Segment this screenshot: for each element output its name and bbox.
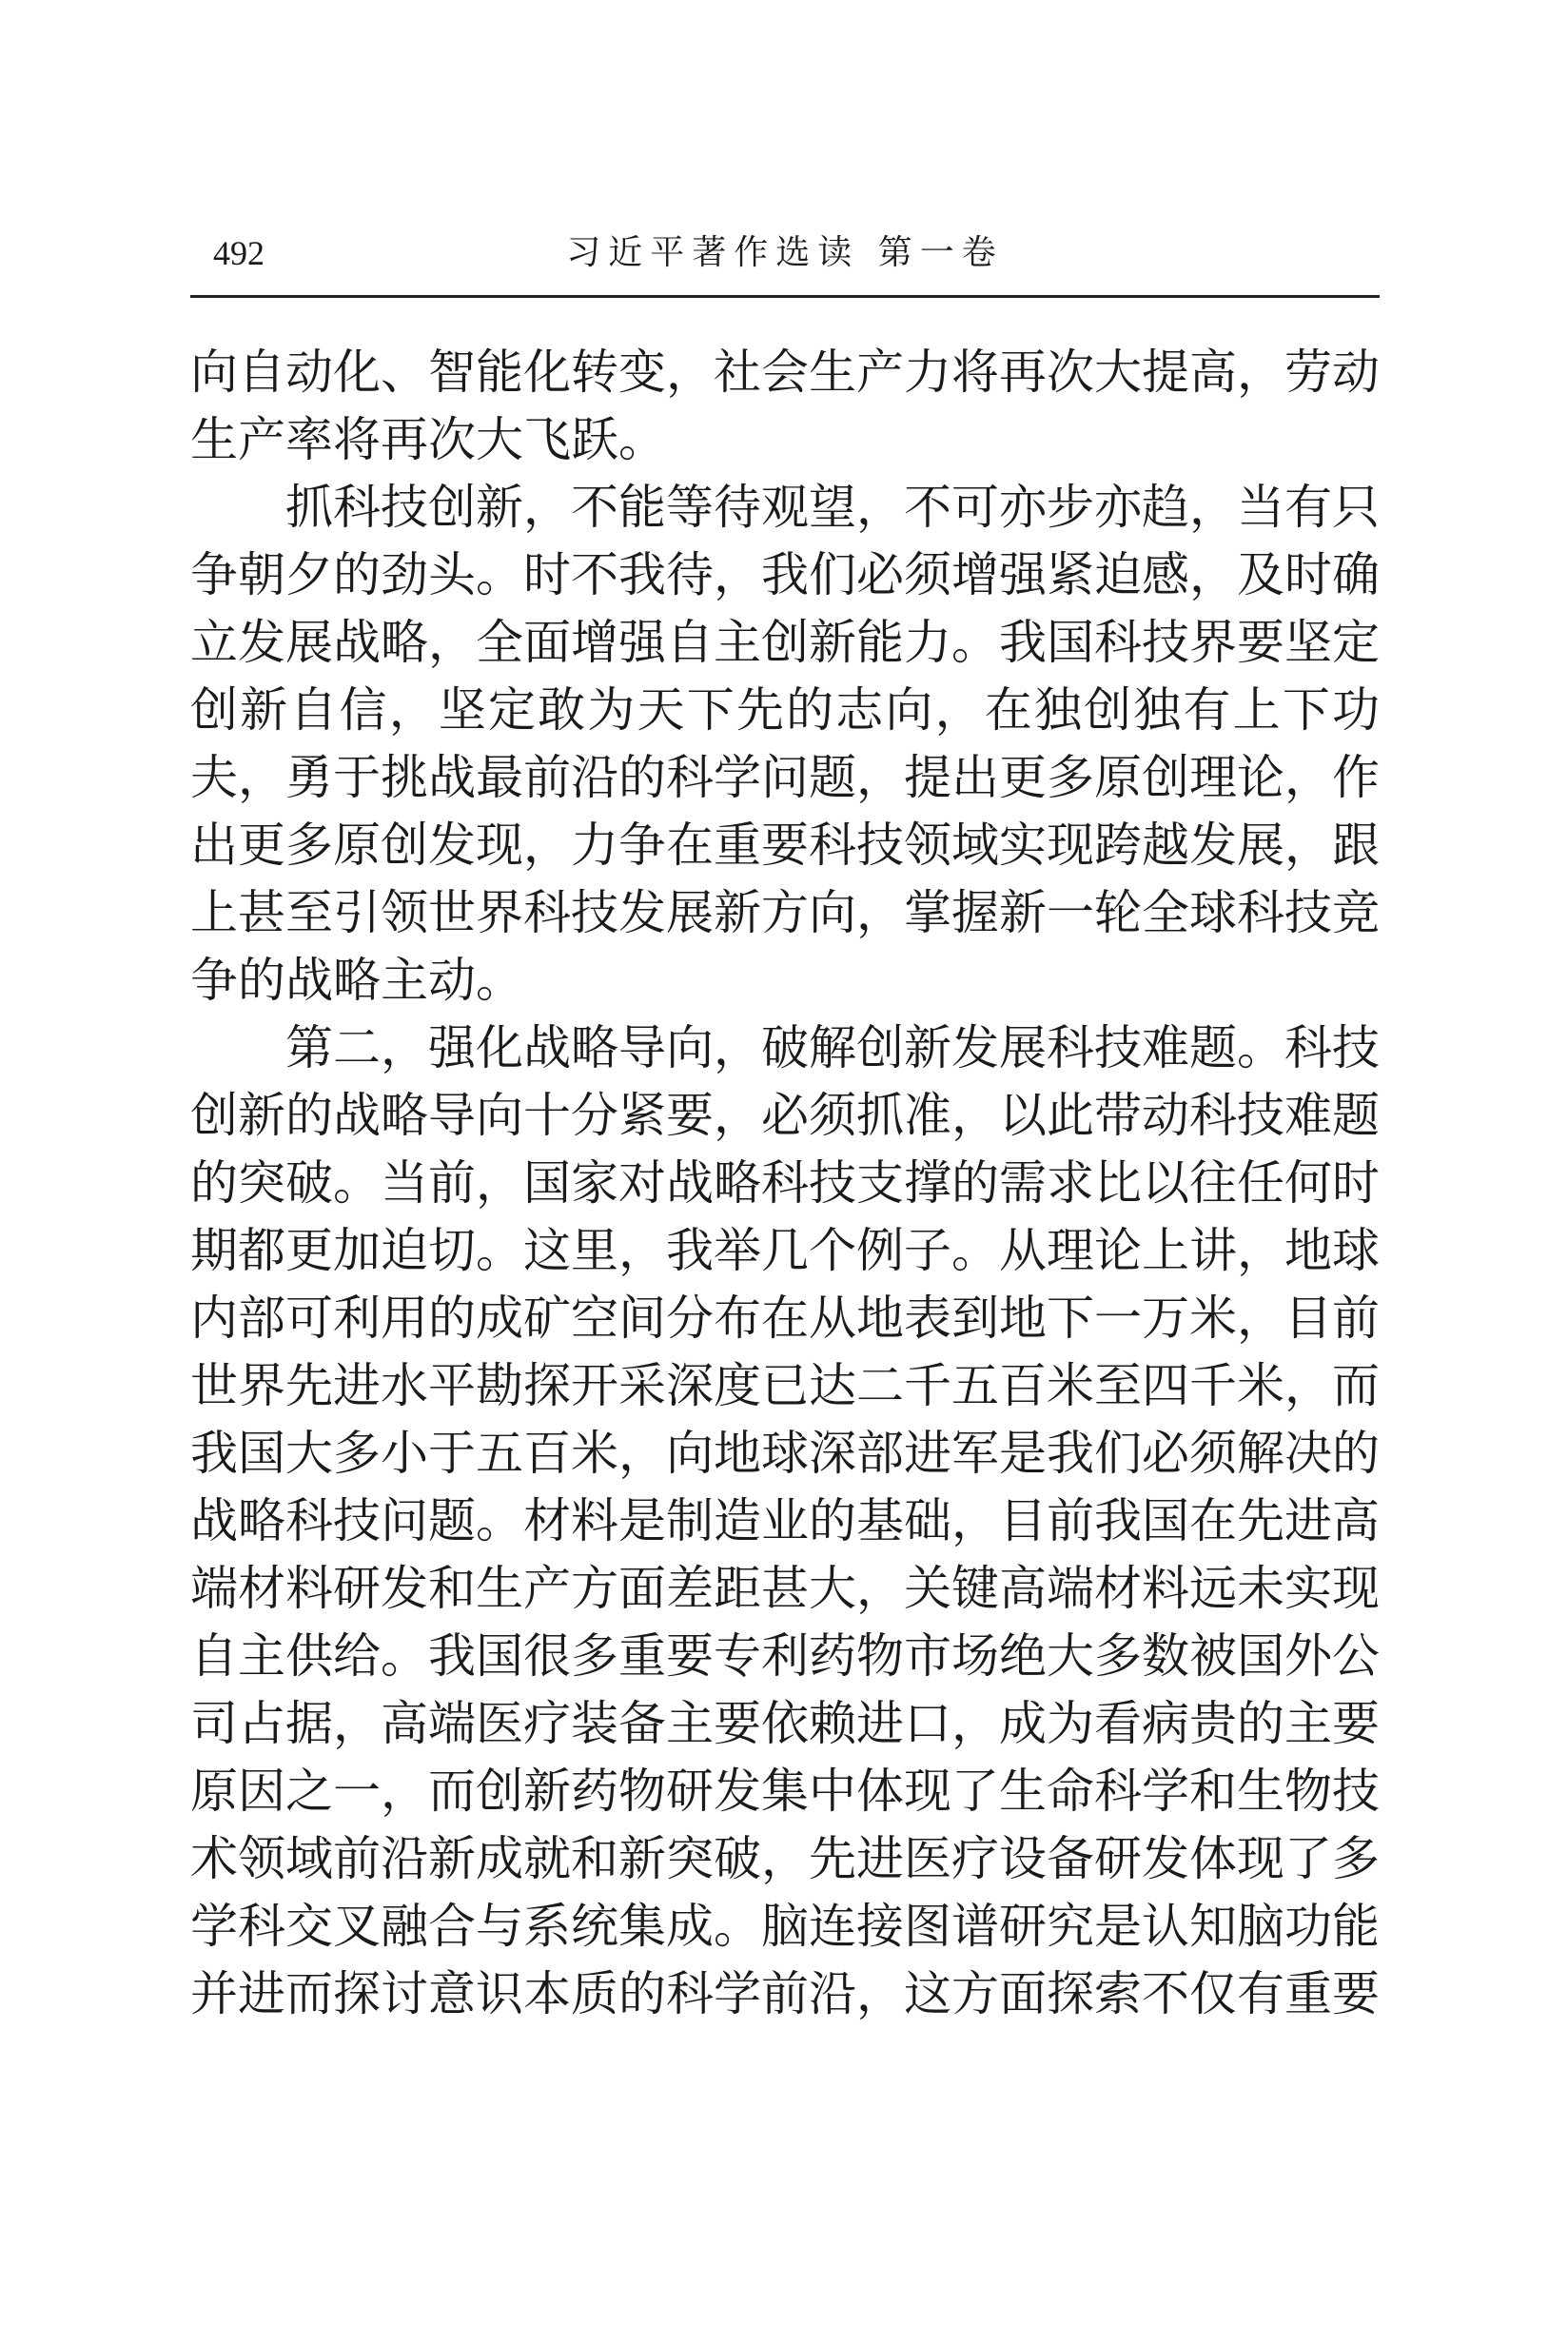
body-text xyxy=(190,339,1380,2028)
header-rule xyxy=(190,295,1380,298)
page-header xyxy=(190,227,1380,284)
paragraph-strategic-orientation: 第二，强化战略导向，破解创新发展科技难题。科技创新的战略导向十分紧要，必须抓准，以此带动科技难题的突破。当前，国家对战略科技支撑的需求比以往任何时期都更加迫切。这里，我举几个例子。从理论上讲，地球内部可利用的成矿空间分布在从地表到地下一万米，目前世界先进水平勘探开采深度已达二千五百米至四千米，而我国大多小于五百米，向地球深部进军是我们必须解决的战略科技问题。材料是制造业的基础，目前我国在先进高端材料研发和生产方面差距甚大，关键高端材料远未实现自主供给。我国很多重要专利药物市场绝大多数被国外公司占据，高端医疗装备主要依赖进口，成为看病贵的主要原因之一，而创新药物研发集中体现了生命科学和生物技术领域前沿新成就和新突破，先进医疗设备研发体现了多学科交叉融合与系统集成。脑连接图谱研究是认知脑功能并进而探讨意识本质的科学前沿，这方面探索不仅有重要 xyxy=(190,1020,1380,2021)
page-number: 492 xyxy=(213,234,265,272)
paragraph-tech-innovation: 抓科技创新，不能等待观望，不可亦步亦趋，当有只争朝夕的劲头。时不我待，我们必须增强紧迫感，及时确立发展战略，全面增强自主创新能力。我国科技界要坚定创新自信，坚定敢为天下先的志向，在独创独有上下功夫，勇于挑战最前沿的科学问题，提出更多原创理论，作出更多原创发现，力争在重要科技领域实现跨越发展，跟上甚至引领世界科技发展新方向，掌握新一轮全球科技竞争的战略主动。 xyxy=(190,480,1380,1008)
running-title: 习近平著作选读 第一卷 xyxy=(566,233,1004,272)
paragraph-continued: 向自动化、智能化转变，社会生产力将再次大提高，劳动生产率将再次大飞跃。 xyxy=(190,345,1380,467)
